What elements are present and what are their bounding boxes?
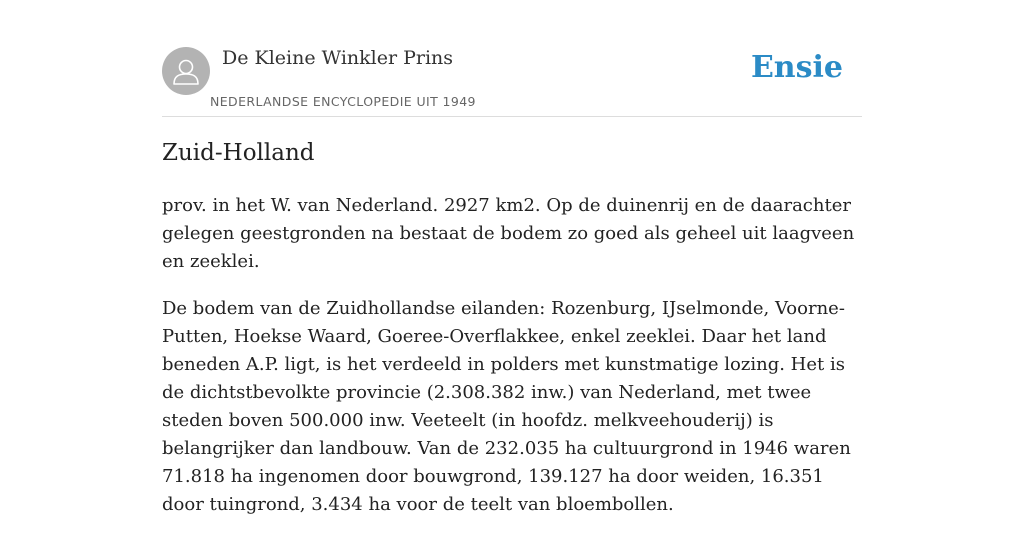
- page-content: [162, 0, 862, 515]
- source-subtitle: NEDERLANDSE ENCYCLOPEDIE UIT 1949: [210, 94, 476, 109]
- article-paragraph: De bodem van de Zuidhollandse eilanden: Rozenburg, IJselmonde, Voorne-Putten, Hoekse Waard, Goeree-Overflakkee, enkel zeeklei. Daar het land beneden A.P. ligt, is het verdeeld in polders met kunstmatige lozing. Het is de dichtstbevolkte provincie (2.308.382 inw.) van Nederland, met twee steden boven 500.000 inw. Veeteelt (in hoofdz. melkveehouderij) is belangrijker dan landbouw. Van de 232.035 ha cultuurgrond in 1946 waren 71.818 ha ingenomen door bouwgrond, 139.127 ha door weiden, 16.351 door tuingrond, 3.434 ha voor de teelt van bloembollen.: [162, 298, 851, 515]
- source-avatar[interactable]: [162, 47, 210, 95]
- user-icon: [162, 47, 210, 95]
- article-title: Zuid-Holland: [162, 140, 315, 166]
- article-body: [162, 192, 862, 538]
- article-paragraph: prov. in het W. van Nederland. 2927 km2. Op de duinenrij en de daarachter gelegen geestgronden na bestaat de bodem zo goed als geheel uit laagveen en zeeklei.: [162, 195, 855, 272]
- source-header: [162, 0, 862, 117]
- ensie-logo[interactable]: Ensie: [750, 50, 843, 85]
- source-name[interactable]: De Kleine Winkler Prins: [222, 47, 454, 69]
